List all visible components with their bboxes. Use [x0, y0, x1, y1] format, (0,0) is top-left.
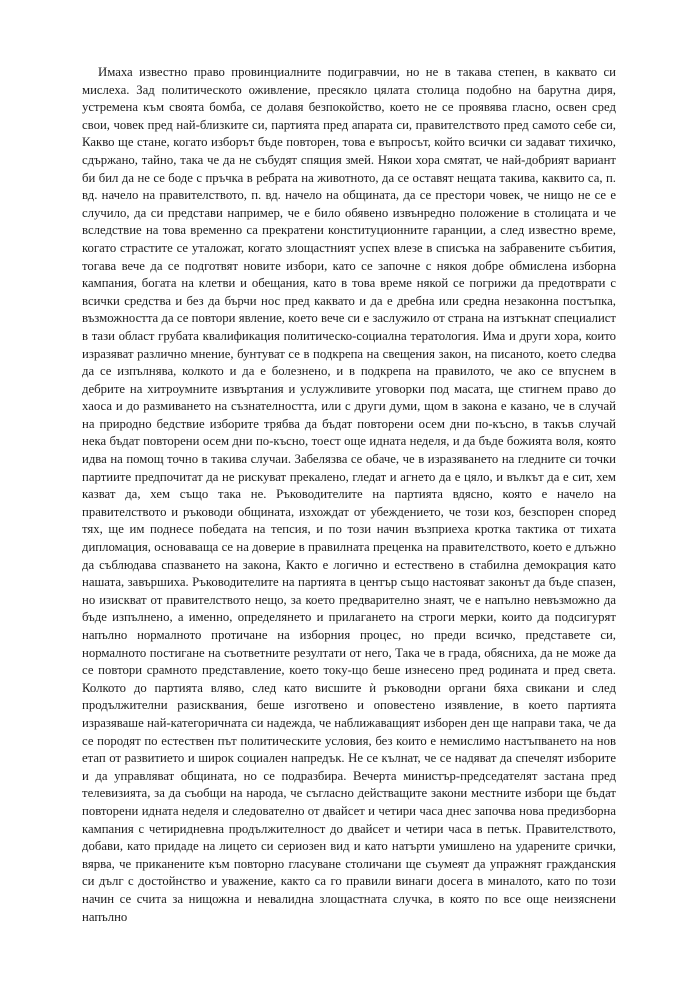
document-page	[82, 64, 616, 926]
body-paragraph: Имаха известно право провинциалните подигравчии, но не в такава степен, в каквато си мислеха. Зад политическото оживление, пресякло цялата столица подобно на барутна диря, устремена към своята бомба, се долавя безпокойство, което не се проявява гласно, освен сред свои, човек пред най-близките си, партията пред апарата си, правителството пред самото себе си, Какво ще стане, когато изборът бъде повторен, това е въпросът, който всички си задават тихичко, сдържано, тайно, така че да не събудят спящия змей. Някои хора смятат, че най-добрият вариант би бил да не се боде с пръчка в ребрата на животното, да се оставят нещата такива, каквито са, п. вд. начело на правителството, п. вд. начело на общината, да се престори човек, че нищо не се е случило, да си представи например, че е било обявено извънредно положение в столицата и че вследствие на това временно са прекратени конституционните гаранции, а след известно време, когато страстите се уталожат, когато злощастният успех влезе в списъка на забравените събития, тогава вече да се подготвят новите избори, като се започне с някоя добре обмислена изборна кампания, богата на клетви и обещания, като в това време някой се погрижи да предотврати с всички средства и без да бърчи нос пред каквато и да е дребна или средна незаконна постъпка, възможността да се повтори явление, което вече си е заслужило от страна на изтъкнат специалист в тази област грубата квалификация политическо-социална тератология. Има и други хора, които изразяват различно мнение, бунтуват се в подкрепа на свещения закон, на писаното, което следва да се изпълнява, колкото и да е болезнено, и в подкрепа на правилото, че ако се впуснем в дебрите на хитроумните извъртания и услужливите уговорки под масата, ще стигнем право до хаоса и до размиването на съзнателността, или с други думи, щом в закона е казано, че в случай на природно бедствие изборите трябва да бъдат повторени осем дни по-късно, в такъв случай нека бъдат повторени осем дни по-късно, тоест още идната неделя, и да бъде божията воля, която идва на помощ точно в такива случаи. Забелязва се обаче, че в изразяването на гледните си точки партиите предпочитат да не рискуват прекалено, гледат и агнето да е цяло, и вълкът да е сит, хем казват да, хем също така не. Ръководителите на партията вдясно, която е начело на правителството и ръководи общината, изхождат от убеждението, че този коз, безспорен според тях, ще им поднесе победата на тепсия, и по този начин възприеха кротка тактика от тихата дипломация, основаваща се на доверие в правилната преценка на правителството, което е длъжно да съблюдава спазването на закона, Както е логично и естествено в стабилна демокрация като нашата, завършиха. Ръководителите на партията в център също настояват законът да бъде спазен, но изискват от правителството нещо, за което предварително знаят, че е напълно невъзможно да бъде изпълнено, а именно, определянето и прилагането на строги мерки, които да подсигурят напълно нормалното протичане на изборния процес, но преди всичко, представете си, нормалното постигане на съответните резултати от него, Така че в града, обясниха, да не може да се повтори срамното представление, което току-що беше изнесено пред родината и пред света. Колкото до партията вляво, след като висшите ѝ ръководни органи бяха свикани и след продължителни разисквания, беше изготвено и оповестено изявление, в което партията изразяваше най-категоричната си надежда, че наближаващият изборен ден ще направи така, че да се породят по естествен път политическите условия, без които е немислимо настъпването на нов етап от развитието и широк социален напредък. Не се кълнат, че се надяват да спечелят изборите и да управляват общината, но се подразбира. Вечерта министър-председателят застана пред телевизията, за да съобщи на народа, че съгласно действащите закони местните избори ще бъдат повторени идната неделя и следователно от двайсет и четири часа днес започва нова предизборна кампания с четиридневна продължителност до двайсет и четири часа в петък. Правителството, добави, като придаде на лицето си сериозен вид и като натърти умишлено на ударените срички, вярва, че приканените към повторно гласуване столичани ще съумеят да упражнят гражданския си дълг с достойнство и уважение, както са го правили винаги досега в миналото, като по този начин се счита за нищожна и невалидна злощастната случка, в която по все още неизяснени напълно	[82, 65, 616, 924]
